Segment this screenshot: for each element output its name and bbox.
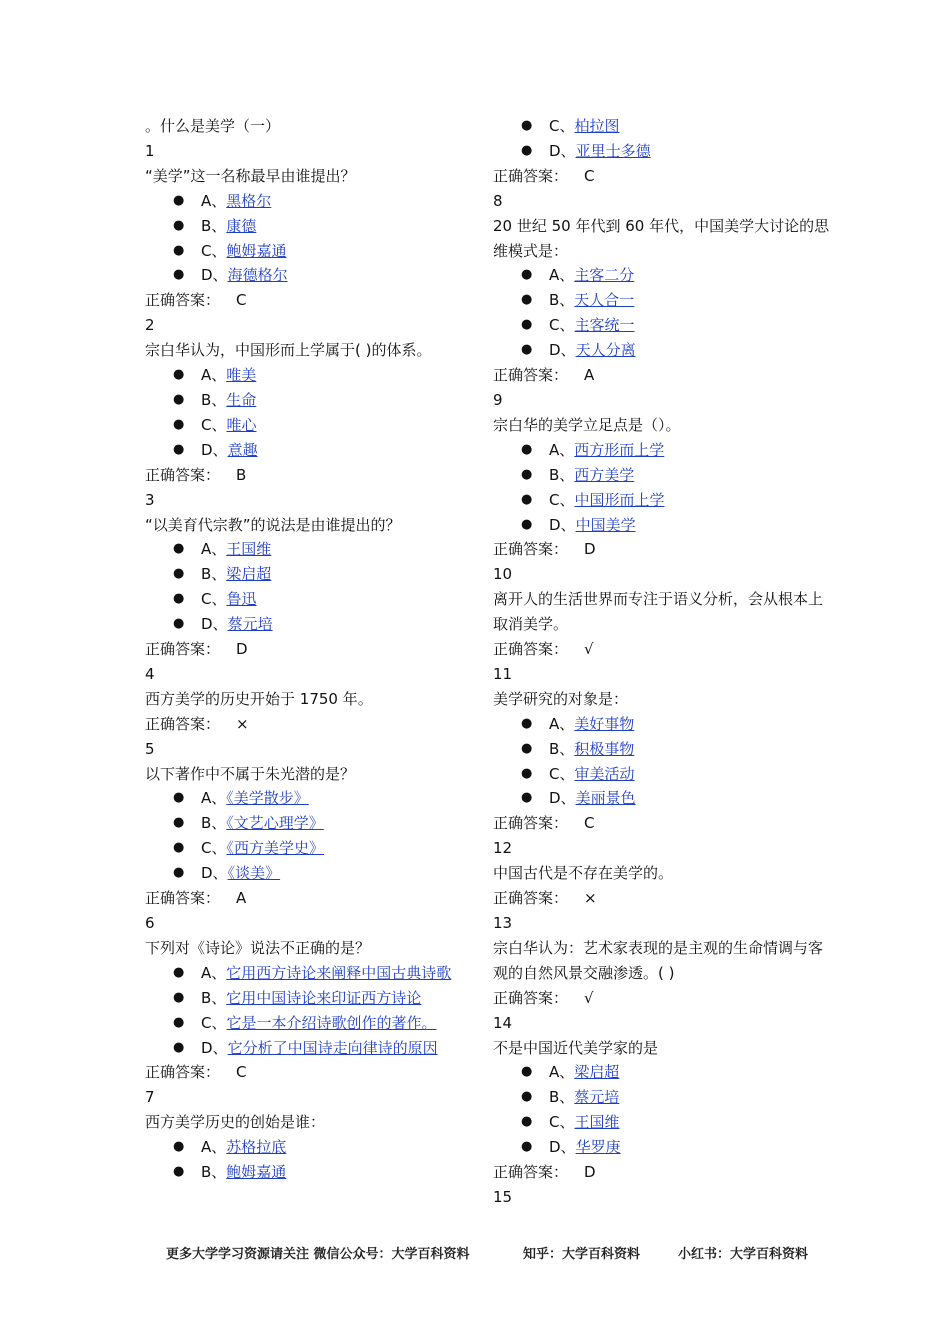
option-link[interactable]: 海德格尔 [227,266,288,285]
option-letter: C、 [201,839,227,858]
option-letter: C、 [201,590,227,609]
answer-line [493,1160,833,1185]
option-link[interactable]: 它用中国诗论来印证西方诗论 [226,988,422,1007]
answer-label: 正确答案： [145,291,221,310]
option-letter: D、 [201,864,228,883]
option-list [145,1135,485,1185]
answer-label: 正确答案： [493,640,569,659]
option-letter: D、 [549,789,576,808]
bullet-icon: ● [173,1014,185,1030]
answer-value: A [584,366,595,385]
option-item [145,587,485,612]
question-text: 宗白华的美学立足点是（）。 [493,415,681,434]
option-link[interactable]: 美丽景色 [575,789,636,808]
option-letter: B、 [549,291,575,310]
bullet-icon: ● [173,541,185,557]
option-link[interactable]: 鲁迅 [226,590,257,609]
option-letter: B、 [201,390,227,409]
answer-line [493,986,833,1011]
answer-label: 正确答案： [145,714,221,733]
footer-zhihu: 知乎：大学百科资料 [523,1247,641,1262]
bullet-icon: ● [173,192,185,208]
bullet-icon: ● [173,391,185,407]
option-item [493,737,833,762]
option-list [493,712,833,812]
option-link[interactable]: 唯美 [226,366,257,385]
option-link[interactable]: 《美学散步》 [226,789,309,808]
answer-label: 正确答案： [145,889,221,908]
bullet-icon: ● [521,267,533,283]
bullet-icon: ● [521,715,533,731]
bullet-icon: ● [521,740,533,756]
option-item [493,114,833,139]
option-letter: A、 [201,366,227,385]
footer-xiaohongshu: 小红书：大学百科资料 [678,1247,809,1262]
option-item [145,438,485,463]
bullet-icon: ● [521,142,533,158]
option-link[interactable]: 《谈美》 [227,864,281,883]
option-link[interactable]: 中国形而上学 [574,490,665,509]
option-link[interactable]: 它是一本介绍诗歌创作的著作。 [226,1013,437,1032]
answer-line [145,288,485,313]
option-link[interactable]: 中国美学 [575,515,636,534]
question-text: “以美育代宗教”的说法是由谁提出的？ [145,515,401,534]
bullet-icon: ● [173,616,185,632]
option-item [493,1110,833,1135]
answer-label: 正确答案： [493,540,569,559]
answer-label: 正确答案： [145,465,221,484]
option-letter: B、 [549,739,575,758]
bullet-icon: ● [173,267,185,283]
option-letter: A、 [549,714,575,733]
option-letter: C、 [549,316,575,335]
answer-line [145,886,485,911]
option-item [493,1085,833,1110]
question-text: 离开人的生活世界而专注于语义分析，会从根本上取消美学。 [493,590,824,634]
option-item [493,313,833,338]
bullet-icon: ● [521,516,533,532]
bullet-icon: ● [173,989,185,1005]
option-letter: D、 [549,1138,576,1157]
option-item [493,488,833,513]
question-text: 下列对《诗论》说法不正确的是？ [145,938,371,957]
option-item [493,786,833,811]
option-item [493,438,833,463]
question-number: 5 [145,739,155,758]
bullet-icon: ● [173,964,185,980]
option-item [145,189,485,214]
bullet-icon: ● [173,591,185,607]
question-number: 3 [145,490,155,509]
bullet-icon: ● [173,566,185,582]
option-item [145,562,485,587]
question-text: 中国古代是不存在美学的。 [493,864,674,883]
option-item [493,463,833,488]
question-number: 10 [493,565,513,584]
option-item [493,1135,833,1160]
question-number: 4 [145,664,155,683]
question-text: 20 世纪 50 年代到 60 年代，中国美学大讨论的思维模式是： [493,216,830,260]
option-letter: B、 [201,1163,227,1182]
bullet-icon: ● [173,815,185,831]
bullet-icon: ● [521,491,533,507]
option-item [145,1160,485,1185]
option-item [145,1011,485,1036]
option-letter: D、 [549,341,576,360]
question-text: 。什么是美学（一） [145,117,281,135]
question-text: “美学”这一名称最早由谁提出？ [145,166,356,185]
option-letter: D、 [549,141,576,160]
answer-label: 正确答案： [493,814,569,833]
option-item [145,836,485,861]
option-link[interactable]: 苏格拉底 [226,1138,287,1157]
bullet-icon: ● [521,342,533,358]
option-letter: C、 [201,1013,227,1032]
bullet-icon: ● [173,416,185,432]
option-item [493,1060,833,1085]
option-link[interactable]: 蔡元培 [574,1088,620,1107]
question-number: 13 [493,914,513,932]
option-link[interactable]: 它用西方诗论来阐释中国古典诗歌 [226,963,452,982]
question-text: 西方美学的历史开始于 1750 年。 [145,689,373,708]
answer-line [493,811,833,836]
option-link[interactable]: 柏拉图 [574,117,620,135]
option-list [493,438,833,538]
question-text: 以下著作中不属于朱光潜的是？ [145,764,356,783]
option-link[interactable]: 王国维 [226,540,272,559]
option-list [145,961,485,1061]
bullet-icon: ● [173,790,185,806]
option-letter: B、 [549,465,575,484]
answer-value: D [584,540,596,559]
option-item [493,139,833,164]
option-link[interactable]: 美好事物 [574,714,635,733]
option-link[interactable]: 鲍姆嘉通 [226,241,287,260]
answer-value: C [584,814,595,833]
bullet-icon: ● [521,441,533,457]
option-item [145,263,485,288]
option-link[interactable]: 梁启超 [226,565,272,584]
option-link[interactable]: 积极事物 [574,739,635,758]
question-text: 宗白华认为：艺术家表现的是主观的生命情调与客观的自然风景交融渗透。( ) [493,938,824,982]
answer-value: × [236,714,249,733]
answer-value: C [236,1063,247,1082]
option-item [145,413,485,438]
option-letter: B、 [201,216,227,235]
answer-value: C [584,166,595,185]
bullet-icon: ● [173,242,185,258]
bullet-icon: ● [521,1064,533,1080]
option-item [145,214,485,239]
bullet-icon: ● [521,765,533,781]
bullet-icon: ● [173,1139,185,1155]
bullet-icon: ● [521,317,533,333]
option-link[interactable]: 主客二分 [574,266,635,285]
option-item [493,762,833,787]
option-list [493,1060,833,1160]
option-letter: A、 [201,963,227,982]
option-list [493,114,833,164]
right-column [493,114,833,1210]
bullet-icon: ● [521,1139,533,1155]
footer-wechat: 更多大学学习资源请关注 微信公众号：大学百科资料 [166,1247,470,1262]
option-list [493,263,833,363]
option-list [145,363,485,463]
option-list [145,189,485,289]
answer-label: 正确答案： [493,166,569,185]
option-item [493,712,833,737]
question-text: 宗白华认为，中国形而上学属于( )的体系。 [145,341,432,360]
option-letter: B、 [201,565,227,584]
option-letter: A、 [549,1063,575,1082]
answer-label: 正确答案： [493,1163,569,1182]
option-link[interactable]: 主客统一 [574,316,635,335]
answer-line [493,637,833,662]
question-number: 2 [145,316,155,335]
option-item [145,363,485,388]
answer-line [493,363,833,388]
answer-label: 正确答案： [493,988,569,1007]
answer-value: √ [584,988,594,1007]
left-column [145,114,485,1185]
option-link[interactable]: 华罗庚 [575,1138,621,1157]
bullet-icon: ● [521,466,533,482]
question-number: 15 [493,1187,513,1206]
answer-line [493,886,833,911]
answer-line [493,537,833,562]
option-link[interactable]: 鲍姆嘉通 [226,1163,287,1182]
bullet-icon: ● [173,441,185,457]
option-letter: B、 [549,1088,575,1107]
answer-value: A [236,889,247,908]
option-letter: C、 [201,241,227,260]
bullet-icon: ● [173,367,185,383]
option-letter: C、 [201,415,227,434]
question-text: 西方美学历史的创始是谁： [145,1113,326,1132]
question-number: 7 [145,1088,155,1107]
option-item [493,513,833,538]
answer-label: 正确答案： [145,1063,221,1082]
option-item [145,786,485,811]
answer-label: 正确答案： [493,366,569,385]
bullet-icon: ● [521,790,533,806]
option-link[interactable]: 西方形而上学 [574,440,665,459]
option-link[interactable]: 审美活动 [574,764,635,783]
option-link[interactable]: 蔡元培 [227,615,273,634]
answer-value: × [584,889,597,908]
option-letter: A、 [549,440,575,459]
option-letter: A、 [549,266,575,285]
option-link[interactable]: 生命 [226,390,257,409]
answer-value: D [584,1163,596,1182]
question-text: 不是中国近代美学家的是 [493,1038,659,1057]
answer-value: B [236,465,247,484]
option-item [493,263,833,288]
option-letter: D、 [201,1038,228,1057]
option-letter: C、 [549,1113,575,1132]
option-item [145,1036,485,1061]
option-item [145,961,485,986]
bullet-icon: ● [521,1114,533,1130]
bullet-icon: ● [173,840,185,856]
option-link[interactable]: 《西方美学史》 [226,839,324,858]
answer-value: √ [584,640,594,659]
bullet-icon: ● [173,865,185,881]
question-number: 12 [493,839,513,858]
option-link[interactable]: 王国维 [574,1113,620,1132]
bullet-icon: ● [173,1039,185,1055]
option-link[interactable]: 亚里士多德 [575,141,651,160]
option-item [493,338,833,363]
answer-label: 正确答案： [493,889,569,908]
bullet-icon: ● [173,217,185,233]
option-link[interactable]: 它分析了中国诗走向律诗的原因 [227,1038,438,1057]
question-number: 14 [493,1013,513,1032]
answer-line [145,1060,485,1085]
bullet-icon: ● [521,292,533,308]
bullet-icon: ● [521,118,533,133]
option-letter: C、 [549,117,575,135]
option-link[interactable]: 意趣 [227,440,258,459]
option-letter: B、 [201,988,227,1007]
option-link[interactable]: 天人分离 [575,341,636,360]
option-letter: D、 [201,266,228,285]
option-list [145,537,485,637]
option-letter: B、 [201,814,227,833]
option-item [145,811,485,836]
option-item [145,612,485,637]
option-link[interactable]: 康德 [226,216,257,235]
option-link[interactable]: 《文艺心理学》 [226,814,324,833]
answer-line [145,637,485,662]
option-letter: A、 [201,191,227,210]
question-number: 11 [493,664,513,683]
bullet-icon: ● [521,1089,533,1105]
answer-line [145,463,485,488]
option-letter: A、 [201,1138,227,1157]
option-letter: A、 [201,540,227,559]
answer-line [493,164,833,189]
option-link[interactable]: 梁启超 [574,1063,620,1082]
option-letter: D、 [201,615,228,634]
option-letter: D、 [201,440,228,459]
question-number: 9 [493,390,503,409]
option-letter: C、 [549,764,575,783]
answer-value: D [236,640,248,659]
question-number: 1 [145,141,155,160]
question-number: 8 [493,191,503,210]
option-link[interactable]: 黑格尔 [226,191,272,210]
option-letter: C、 [549,490,575,509]
answer-label: 正确答案： [145,640,221,659]
bullet-icon: ● [173,1164,185,1180]
question-text: 美学研究的对象是： [493,689,629,708]
option-letter: D、 [549,515,576,534]
option-item [493,288,833,313]
option-link[interactable]: 天人合一 [574,291,635,310]
option-link[interactable]: 西方美学 [574,465,635,484]
option-item [145,388,485,413]
option-item [145,239,485,264]
answer-line [145,712,485,737]
answer-value: C [236,291,247,310]
option-list [145,786,485,886]
option-item [145,986,485,1011]
option-item [145,1135,485,1160]
option-letter: A、 [201,789,227,808]
question-number: 6 [145,914,155,932]
option-link[interactable]: 唯心 [226,415,257,434]
option-item [145,861,485,886]
option-item [145,537,485,562]
